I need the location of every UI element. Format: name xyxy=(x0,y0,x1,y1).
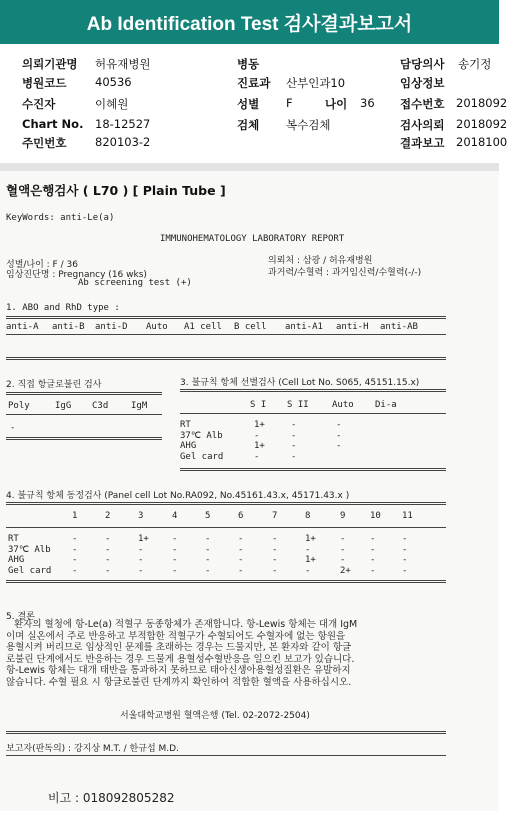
screening-rule-top xyxy=(180,389,446,392)
screening-cell: - xyxy=(336,430,342,441)
panel-cell: - xyxy=(172,555,178,565)
panel-col-header: 7 xyxy=(272,511,278,521)
panel-cell: - xyxy=(238,565,244,576)
department-label: 진료과 xyxy=(237,76,271,90)
panel-col-header: 3 xyxy=(138,511,144,521)
reception-no-value: 2018092 xyxy=(456,96,507,110)
panel-cell: - xyxy=(272,565,278,576)
abo-col-header: anti-H xyxy=(336,322,369,332)
panel-cell: - xyxy=(402,565,408,576)
panel-cell: - xyxy=(402,544,408,555)
institution-label: 의뢰기관명 xyxy=(22,57,78,71)
age-value: 36 xyxy=(360,96,375,110)
screening-cell: - xyxy=(254,430,260,441)
doctor-label: 담당의사 xyxy=(400,57,445,71)
panel-cell: - xyxy=(272,534,278,544)
conclusion-line: 이며 실온에서 주로 반응하고 부적합한 적혈구가 수혈되어도 수혈자에 없는 항원을 xyxy=(6,630,346,642)
age-label: 나이 xyxy=(325,97,348,111)
test-request-value: 2018092 xyxy=(456,117,507,131)
lab-report-header: IMMUNOHEMATOLOGY LABORATORY REPORT xyxy=(160,234,345,244)
clinical-info-label: 임상정보 xyxy=(400,76,445,90)
panel-cell: - xyxy=(172,565,178,576)
screening-cell: 1+ xyxy=(254,441,265,451)
ward-label: 병동 xyxy=(237,57,260,71)
doctor-value: 송기정 xyxy=(458,57,492,71)
panel-cell: - xyxy=(370,544,376,555)
resident-no-value: 820103-2 xyxy=(95,135,151,149)
chart-no-label: Chart No. xyxy=(22,117,84,131)
screening-col-header: Di-a xyxy=(375,400,397,410)
panel-col-header: 5 xyxy=(205,511,211,521)
panel-col-header: 10 xyxy=(370,511,381,521)
report-title-banner xyxy=(0,0,499,44)
dat-rule-mid xyxy=(6,414,162,415)
panel-col-header: 1 xyxy=(72,511,78,521)
reporter-rule-top xyxy=(6,731,446,734)
dat-rule-top xyxy=(6,392,162,395)
keywords: KeyWords: anti-Le(a) xyxy=(6,213,115,223)
panel-cell: - xyxy=(72,565,78,576)
scanned-report-document xyxy=(0,171,499,811)
panel-cell: - xyxy=(238,544,244,555)
screening-cell: - xyxy=(291,441,297,451)
panel-phase-label: Gel card xyxy=(8,565,52,576)
panel-cell: - xyxy=(138,565,144,576)
recipient-value: 이혜원 xyxy=(95,97,129,111)
diagnosis-line: 임상진단명 : Pregnancy (16 wks) xyxy=(6,270,147,280)
abo-rule-top xyxy=(6,316,446,319)
conclusion-line: 용혈시켜 버리므로 임상적인 문제를 초래하는 경우는 드물지만, 본 환자와 같이 항글 xyxy=(6,642,352,653)
dat-col-header: IgG xyxy=(55,401,72,411)
abo-col-header: A1 cell xyxy=(184,322,222,332)
panel-cell: - xyxy=(105,555,111,565)
panel-phase-label: RT xyxy=(8,534,19,544)
panel-cell: - xyxy=(370,565,376,576)
abo-col-header: anti-B xyxy=(52,322,85,332)
diagnosis-line-2: Ab screening test (+) xyxy=(78,278,192,288)
specimen-value: 복수검체 xyxy=(286,118,331,132)
screening-rule-bottom xyxy=(180,468,446,471)
panel-rule-bottom xyxy=(6,580,446,583)
recipient-label: 수진자 xyxy=(22,97,56,111)
hospital-code-label: 병원코드 xyxy=(22,76,67,90)
dat-col-header: IgM xyxy=(131,401,148,411)
specimen-label: 검체 xyxy=(237,118,260,132)
conclusion-line: 항-Lewis 항체는 대개 태반을 통과하지 못하므로 태아신생아용혈성질환은 유발하지 xyxy=(6,665,351,676)
sex-value: F xyxy=(286,96,293,110)
abo-col-header: anti-A1 xyxy=(285,322,323,332)
panel-section-title: 4. 불규칙 항체 동정검사 (Panel cell Lot No.RA092, No.45161.43.x, 45171.43.x ) xyxy=(6,491,350,501)
memo-line: 비고 : 018092805282 xyxy=(48,791,175,805)
panel-cell: - xyxy=(72,534,78,544)
panel-col-header: 6 xyxy=(238,511,244,521)
abo-col-header: Auto xyxy=(146,322,168,332)
panel-col-header: 11 xyxy=(402,511,413,521)
panel-cell: - xyxy=(205,544,211,555)
screening-cell: - xyxy=(336,420,342,430)
panel-cell: - xyxy=(340,534,346,544)
resident-no-label: 주민번호 xyxy=(22,136,67,150)
hospital-contact: 서울대학교병원 혈액은행 (Tel. 02-2072-2504) xyxy=(120,711,310,721)
sex-age-line: 성별/나이 : F / 36 xyxy=(6,260,78,270)
panel-col-header: 4 xyxy=(172,511,178,521)
abo-col-header: anti-AB xyxy=(380,322,418,332)
abo-section-title: 1. ABO and RhD type : xyxy=(6,303,120,313)
panel-cell: 1+ xyxy=(305,534,316,544)
history-line: 과거력/수혈력 : 과거임신력/수혈력(-/-) xyxy=(268,268,422,278)
dat-value: - xyxy=(10,423,16,433)
panel-cell: - xyxy=(305,544,311,555)
panel-col-header: 2 xyxy=(105,511,111,521)
screening-section-title: 3. 불규칙 항체 선별검사 (Cell Lot No. S065, 45151.15.x) xyxy=(180,378,420,388)
chart-no-value: 18-12527 xyxy=(95,117,151,131)
hospital-code-value: 40536 xyxy=(95,75,132,89)
panel-phase-label: 37℃ Alb xyxy=(8,544,51,555)
screening-phase-label: RT xyxy=(180,420,191,430)
report-section-title: 혈액은행검사 ( L70 ) [ Plain Tube ] xyxy=(6,183,226,198)
panel-cell: 1+ xyxy=(138,534,149,544)
screening-col-header: Auto xyxy=(332,400,354,410)
panel-cell: - xyxy=(105,544,111,555)
panel-cell: - xyxy=(172,544,178,555)
report-title: Ab Identification Test 검사결과보고서 xyxy=(86,13,413,35)
result-report-label: 결과보고 xyxy=(400,136,445,150)
department-value: 산부인과10 xyxy=(286,76,346,90)
panel-cell: - xyxy=(305,565,311,576)
conclusion-line: 로불린 단계에서도 반응하는 경우 드물게 용혈성수혈반응을 일으킨 보고가 있습니다. xyxy=(6,653,355,665)
screening-cell: - xyxy=(291,451,297,462)
panel-rule-mid xyxy=(6,527,446,528)
result-report-value: 2018100 xyxy=(456,135,507,149)
panel-cell: - xyxy=(205,565,211,576)
reporter-line: 보고자(판독의) : 강지상 M.T. / 한규섭 M.D. xyxy=(6,744,179,754)
panel-cell: 1+ xyxy=(305,555,316,565)
panel-cell: - xyxy=(205,534,211,544)
panel-cell: - xyxy=(105,534,111,544)
screening-col-header: S II xyxy=(287,400,309,410)
panel-cell: - xyxy=(402,555,408,565)
panel-cell: - xyxy=(370,555,376,565)
screening-phase-label: AHG xyxy=(180,441,197,451)
abo-rule-bottom xyxy=(6,357,446,360)
panel-rule-top xyxy=(6,502,446,505)
sex-label: 성별 xyxy=(237,97,260,111)
panel-cell: - xyxy=(340,544,346,555)
screening-phase-label: Gel card xyxy=(180,451,224,462)
screening-cell: - xyxy=(336,441,342,451)
panel-cell: - xyxy=(72,555,78,565)
panel-cell: 2+ xyxy=(340,565,351,576)
panel-cell: - xyxy=(72,544,78,555)
screening-cell: 1+ xyxy=(254,420,265,430)
patient-info-panel xyxy=(0,46,507,161)
panel-cell: - xyxy=(402,534,408,544)
panel-cell: - xyxy=(370,534,376,544)
panel-cell: - xyxy=(238,534,244,544)
panel-cell: - xyxy=(272,544,278,555)
dat-section-title: 2. 직접 항글로불린 검사 xyxy=(6,380,102,390)
conclusion-text xyxy=(6,619,472,688)
panel-cell: - xyxy=(105,565,111,576)
screening-col-header: S I xyxy=(250,400,267,410)
panel-col-header: 8 xyxy=(305,511,311,521)
screening-cell: - xyxy=(254,451,260,462)
conclusion-line: 환자의 혈청에 항-Le(a) 적혈구 동종항체가 존재합니다. 항-Lewis 항체는 대개 IgM xyxy=(14,619,358,630)
test-request-label: 검사의뢰 xyxy=(400,118,445,132)
screening-rule-mid xyxy=(180,413,446,414)
reporter-rule-bottom xyxy=(6,755,446,756)
panel-cell: - xyxy=(340,555,346,565)
screening-cell: - xyxy=(291,430,297,441)
dat-rule-bottom xyxy=(6,437,162,440)
panel-cell: - xyxy=(138,544,144,555)
conclusion-line: 않습니다. 수혈 필요 시 항글로불린 단계까지 확인하여 적합한 혈액을 사용하십시오. xyxy=(6,676,352,688)
abo-col-header: anti-A xyxy=(6,322,39,332)
abo-col-header: anti-D xyxy=(95,322,128,332)
referral-line: 의뢰처 : 삼광 / 허유재병원 xyxy=(268,256,373,266)
abo-rule-mid xyxy=(6,334,446,335)
dat-col-header: Poly xyxy=(8,401,30,411)
institution-value: 허유재병원 xyxy=(95,57,151,71)
panel-cell: - xyxy=(205,555,211,565)
panel-phase-label: AHG xyxy=(8,555,25,565)
section-divider xyxy=(0,163,499,171)
screening-phase-label: 37℃ Alb xyxy=(180,430,223,441)
panel-cell: - xyxy=(272,555,278,565)
conclusion-title: 5. 결론 xyxy=(6,612,35,622)
panel-col-header: 9 xyxy=(340,511,346,521)
screening-cell: - xyxy=(291,420,297,430)
dat-col-header: C3d xyxy=(92,401,109,411)
abo-col-header: B cell xyxy=(234,322,267,332)
panel-cell: - xyxy=(238,555,244,565)
reception-no-label: 접수번호 xyxy=(400,97,445,111)
panel-cell: - xyxy=(172,534,178,544)
panel-cell: - xyxy=(138,555,144,565)
